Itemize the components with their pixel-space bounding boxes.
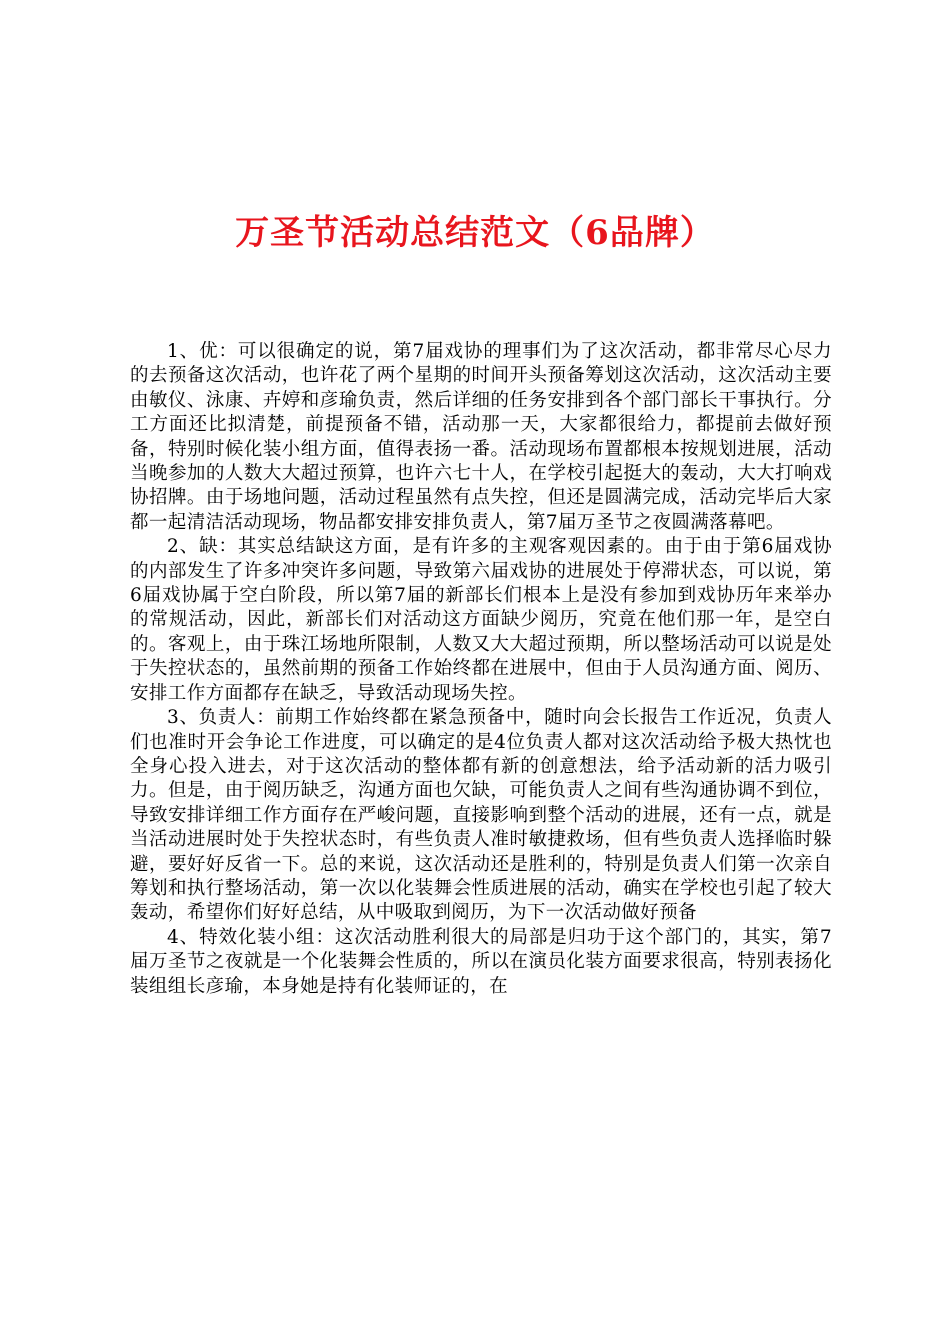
paragraph-strengths: 1、优：可以很确定的说，第7届戏协的理事们为了这次活动，都非常尽心尽力的去预备这次活动，也许花了两个星期的时间开头预备筹划这次活动，这次活动主要由敏仪、泳康、卉婷和彦瑜负责，然后详细的任务安排到各个部门部长干事执行。分工方面还比拟清楚，前提预备不错，活动那一天，大家都很给力，都提前去做好预备，特别时候化装小组方面，值得表扬一番。活动现场布置都根本按规划进展，活动当晚参加的人数大大超过预算，也许六七十人，在学校引起挺大的轰动，大大打响戏协招牌。由于场地问题，活动过程虽然有点失控，但还是圆满完成，活动完毕后大家都一起清洁活动现场，物品都安排安排负责人，第7届万圣节之夜圆满落幕吧。 <box>130 341 832 533</box>
paragraph-makeup-team: 4、特效化装小组：这次活动胜利很大的局部是归功于这个部门的，其实，第7届万圣节之夜就是一个化装舞会性质的，所以在演员化装方面要求很高，特别表扬化装组组长彦瑜，本身她是持有化装师证的，在 <box>130 926 832 997</box>
document-title: 万圣节活动总结范文（6品牌） <box>235 213 715 253</box>
paragraph-shortcomings: 2、缺：其实总结缺这方面，是有许多的主观客观因素的。由于由于第6届戏协的内部发生了许多冲突许多问题，导致第六届戏协的进展处于停滞状态，可以说，第6届戏协属于空白阶段，所以第7届的新部长们根本上是没有参加到戏协历年来举办的常规活动，因此，新部长们对活动这方面缺少阅历，究竟在他们那一年，是空白的。客观上，由于珠江场地所限制，人数又大大超过预期，所以整场活动可以说是处于失控状态的，虽然前期的预备工作始终都在进展中，但由于人员沟通方面、阅历、安排工作方面都存在缺乏，导致活动现场失控。 <box>130 536 832 704</box>
document-body <box>130 340 832 999</box>
paragraph-leaders: 3、负责人：前期工作始终都在紧急预备中，随时向会长报告工作近况，负责人们也准时开会争论工作进度，可以确定的是4位负责人都对这次活动给予极大热忱也全身心投入进去，对于这次活动的整体都有新的创意想法，给予活动新的活力吸引力。但是，由于阅历缺乏，沟通方面也欠缺，可能负责人之间有些沟通协调不到位，导致安排详细工作方面存在严峻问题，直接影响到整个活动的进展，还有一点，就是当活动进展时处于失控状态时，有些负责人准时敏捷救场，但有些负责人选择临时躲避，要好好反省一下。总的来说，这次活动还是胜利的，特别是负责人们第一次亲自筹划和执行整场活动，第一次以化装舞会性质进展的活动，确实在学校也引起了较大轰动，希望你们好好总结，从中吸取到阅历，为下一次活动做好预备 <box>130 707 832 924</box>
